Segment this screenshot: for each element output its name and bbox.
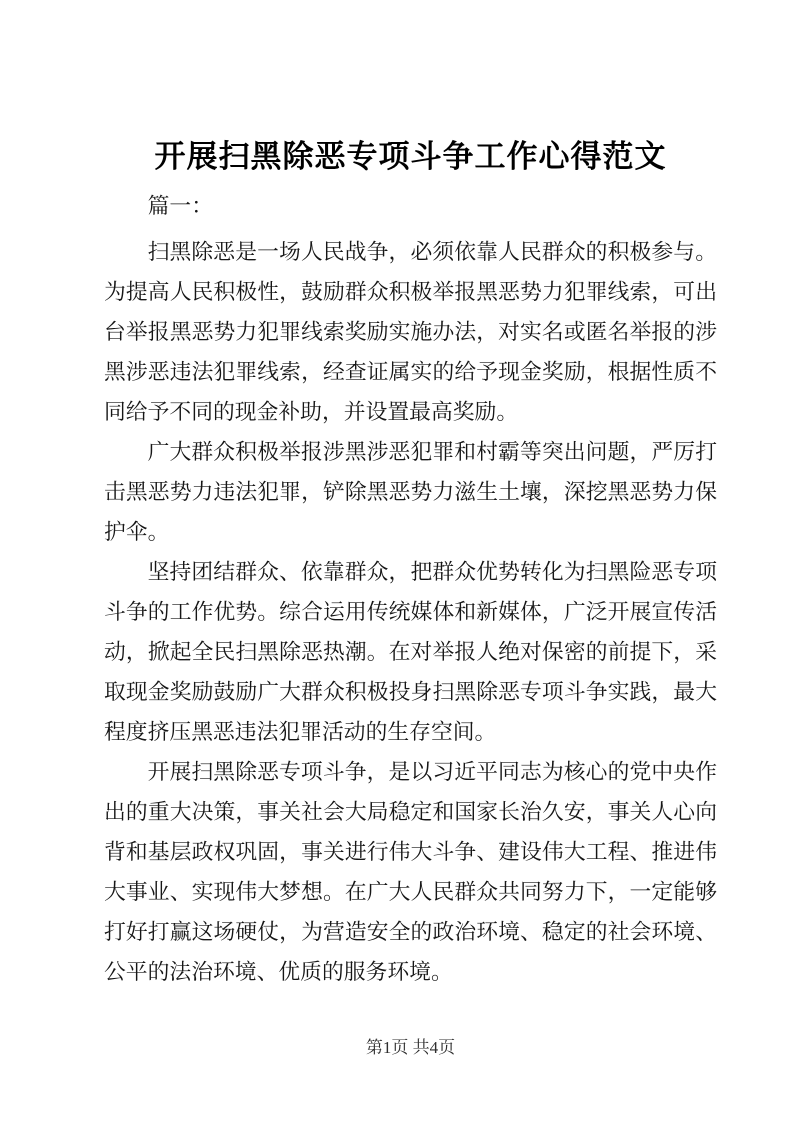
body-paragraph-4: 开展扫黑除恶专项斗争，是以习近平同志为核心的党中央作出的重大决策，事关社会大局稳定和国家长治久安，事关人心向背和基层政权巩固，事关进行伟大斗争、建设伟大工程、推进伟大事业、实现伟大梦想。在广大人民群众共同努力下，一定能够打好打赢这场硬仗，为营造安全的政治环境、稳定的社会环境、公平的法治环境、优质的服务环境。: [104, 760, 717, 984]
body-paragraph-2: 广大群众积极举报涉黑涉恶犯罪和村霸等突出问题，严厉打击黑恶势力违法犯罪，铲除黑恶势力滋生土壤，深挖黑恶势力保护伞。: [104, 440, 717, 544]
section-label: 篇一：: [147, 194, 213, 218]
page-number-label: 第1页 共4页: [365, 1038, 456, 1057]
body-paragraph-3: 坚持团结群众、依靠群众，把群众优势转化为扫黑险恶专项斗争的工作优势。综合运用传统媒体和新媒体，广泛开展宣传活动，掀起全民扫黑除恶热潮。在对举报人绝对保密的前提下，采取现金奖励鼓励广大群众积极投身扫黑除恶专项斗争实践，最大程度挤压黑恶违法犯罪活动的生存空间。: [104, 560, 717, 744]
document-title: 开展扫黑除恶专项斗争工作心得范文: [154, 139, 667, 174]
document-content: [104, 136, 717, 992]
body-paragraph-1: 扫黑除恶是一场人民战争，必须依靠人民群众的积极参与。为提高人民积极性，鼓励群众积极举报黑恶势力犯罪线索，可出台举报黑恶势力犯罪线索奖励实施办法，对实名或匿名举报的涉黑涉恶违法犯罪线索，经查证属实的给予现金奖励，根据性质不同给予不同的现金补助，并设置最高奖励。: [104, 240, 717, 424]
page-footer: [104, 1036, 717, 1060]
